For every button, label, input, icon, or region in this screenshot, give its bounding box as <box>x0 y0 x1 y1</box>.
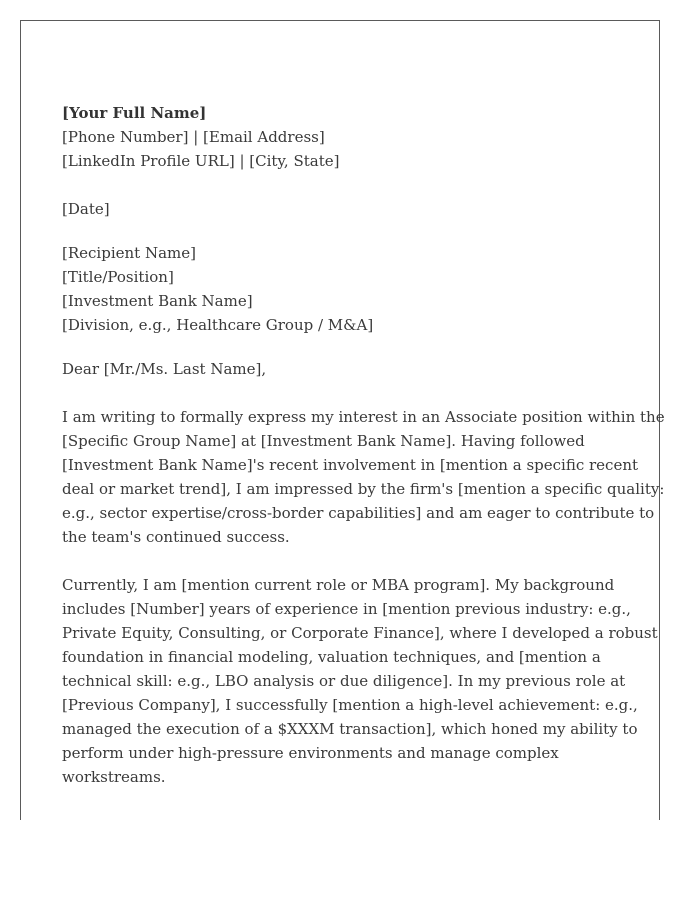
paragraph-line: workstreams. <box>62 768 166 786</box>
paragraph-line: [Investment Bank Name]'s recent involvement in [mention a specific recent <box>62 456 639 474</box>
letter-date: [Date] <box>62 200 110 218</box>
paragraph-line: foundation in financial modeling, valuation techniques, and [mention a <box>62 648 601 666</box>
paragraph-line: the team's continued success. <box>62 528 290 546</box>
sender-contact-phone-email: [Phone Number] | [Email Address] <box>62 128 325 146</box>
paragraph-line: [Specific Group Name] at [Investment Bank Name]. Having followed <box>62 432 585 450</box>
sender-block <box>62 101 627 173</box>
date-block <box>62 197 627 221</box>
paragraph-line: Currently, I am [mention current role or MBA program]. My background <box>62 576 615 594</box>
paragraph-line: e.g., sector expertise/cross-border capabilities] and am eager to contribute to <box>62 504 655 522</box>
paragraph-line: managed the execution of a $XXXM transaction], which honed my ability to <box>62 720 638 738</box>
paragraph-line: deal or market trend], I am impressed by the firm's [mention a specific quality: <box>62 480 665 498</box>
recipient-block <box>62 241 627 337</box>
paragraph-line: Private Equity, Consulting, or Corporate Finance], where I developed a robust <box>62 624 658 642</box>
recipient-division: [Division, e.g., Healthcare Group / M&A] <box>62 316 374 334</box>
recipient-title: [Title/Position] <box>62 268 174 286</box>
paragraph-line: [Previous Company], I successfully [mention a high-level achievement: e.g., <box>62 696 638 714</box>
paragraph-line: perform under high-pressure environments and manage complex <box>62 744 559 762</box>
paragraph-line: includes [Number] years of experience in [mention previous industry: e.g., <box>62 600 631 618</box>
paragraph-line: technical skill: e.g., LBO analysis or due diligence]. In my previous role at <box>62 672 626 690</box>
recipient-bank: [Investment Bank Name] <box>62 292 253 310</box>
sender-contact-linkedin-location: [LinkedIn Profile URL] | [City, State] <box>62 152 340 170</box>
recipient-name: [Recipient Name] <box>62 244 196 262</box>
salutation-block <box>62 357 627 381</box>
letter-content <box>62 101 665 789</box>
sender-name: [Your Full Name] <box>62 104 207 122</box>
body-paragraph-2 <box>62 573 658 789</box>
body-paragraph-1 <box>62 405 665 549</box>
paragraph-line: I am writing to formally express my interest in an Associate position within the <box>62 408 665 426</box>
salutation: Dear [Mr./Ms. Last Name], <box>62 360 267 378</box>
letter-page <box>20 20 665 820</box>
